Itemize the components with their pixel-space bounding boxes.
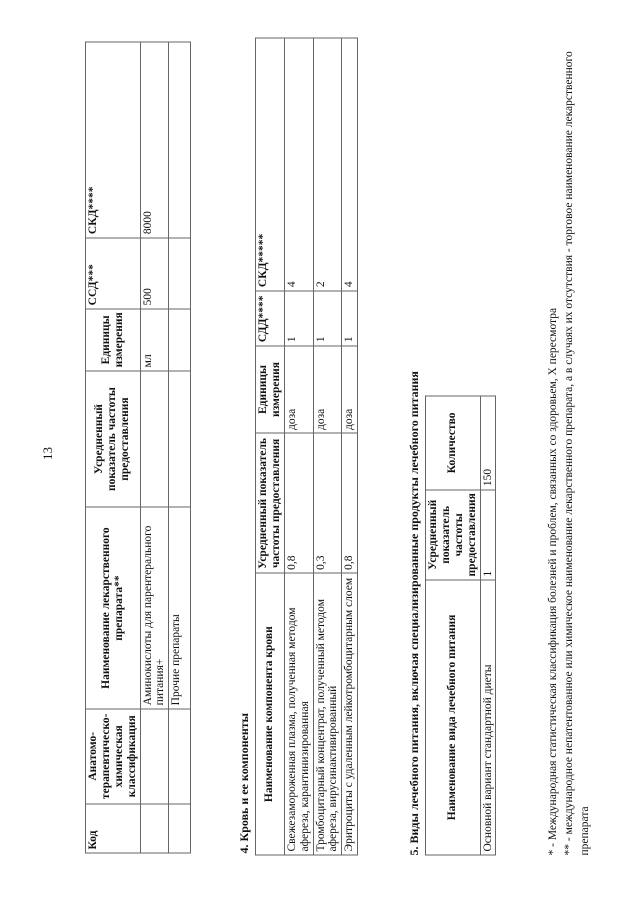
col-ssd: ССД*** [86, 237, 141, 308]
table-row [169, 42, 191, 853]
col-skd: СКД***** [256, 38, 285, 291]
col-unit: Единицы измерения [86, 308, 141, 370]
table-row [140, 42, 169, 853]
col-unit: Единицы измерения [256, 345, 285, 433]
blood-table-header [256, 38, 285, 855]
cell-component-name: Свежезамороженная плазма, полученная методом афереза, карантинизированная [284, 573, 313, 855]
blood-components-table [255, 37, 358, 855]
table-row [284, 38, 313, 855]
footnotes [545, 45, 593, 855]
section-4-title: 4. Кровь и ее компоненты [237, 712, 251, 853]
col-frequency: Усредненный показатель частоты предоставления [86, 370, 141, 507]
table-row [342, 38, 358, 855]
cell-frequency [140, 370, 169, 507]
cell-frequency: 0,3 [313, 433, 342, 573]
cell-code [140, 803, 169, 852]
cell-nutrition-name: Основной вариант стандартной диеты [480, 579, 496, 854]
col-frequency: Усредненный показатель частоты предоставления [426, 489, 481, 579]
col-skd: СКД**** [86, 42, 141, 238]
cell-skd: 4 [284, 38, 313, 291]
cell-atc [140, 708, 169, 803]
col-frequency: Усредненный показатель частоты предоставления [256, 433, 285, 573]
cell-drug-name: Прочие препараты [169, 507, 191, 708]
table-row [313, 38, 342, 855]
cell-unit: доза [313, 345, 342, 433]
cell-component-name: Эритроциты с удаленным лейкотромбоцитарным слоем [342, 573, 358, 855]
cell-code [169, 803, 191, 852]
col-drug-name: Наименование лекарственного препарата** [86, 507, 141, 708]
cell-frequency: 1 [480, 489, 496, 579]
col-nutrition-name: Наименование вида лечебного питания [426, 579, 481, 854]
section-5-title: 5. Виды лечебного питания, включая специализированные продукты лечебного питания [407, 370, 421, 855]
cell-unit: доза [342, 345, 358, 433]
page-number: 13 [40, 446, 55, 460]
col-component-name: Наименование компонента крови [256, 573, 285, 855]
cell-skd: 8000 [140, 42, 169, 238]
cell-sdd: 1 [313, 290, 342, 345]
nutrition-table [425, 395, 496, 855]
cell-skd: 4 [342, 38, 358, 291]
cell-sdd: 1 [284, 290, 313, 345]
col-code: Код [86, 803, 141, 852]
col-sdd: СДД**** [256, 290, 285, 345]
cell-atc [169, 708, 191, 803]
footnote-1: * - Международная статистическая классификация болезней и проблем, связанных со здоровьем, X пересмотра [547, 307, 559, 855]
cell-unit: доза [284, 345, 313, 433]
cell-skd: 2 [313, 38, 342, 291]
drug-table-header [86, 42, 141, 853]
cell-skd [169, 42, 191, 238]
cell-quantity: 150 [480, 396, 496, 490]
footnote-2: ** - международное непатентованное или химическое наименование лекарственного препарата, а в случаях их отсутствия - торговое наименование лекарственного препарата [563, 50, 592, 855]
cell-unit [169, 308, 191, 370]
col-atc: Анатомо-терапевтическо-химическая классификация [86, 708, 141, 803]
cell-sdd: 1 [342, 290, 358, 345]
cell-frequency: 0,8 [284, 433, 313, 573]
cell-ssd: 500 [140, 237, 169, 308]
nutrition-table-header [426, 396, 481, 855]
cell-frequency: 0,8 [342, 433, 358, 573]
cell-component-name: Тромбоцитарный концентрат, полученный методом афереза, вирусинактивированный [313, 573, 342, 855]
cell-unit: мл [140, 308, 169, 370]
cell-drug-name: Аминокислоты для парентерального питания+ [140, 507, 169, 708]
cell-ssd [169, 237, 191, 308]
col-quantity: Количество [426, 396, 481, 490]
cell-frequency [169, 370, 191, 507]
table-row [480, 396, 496, 855]
drug-table [85, 41, 191, 853]
